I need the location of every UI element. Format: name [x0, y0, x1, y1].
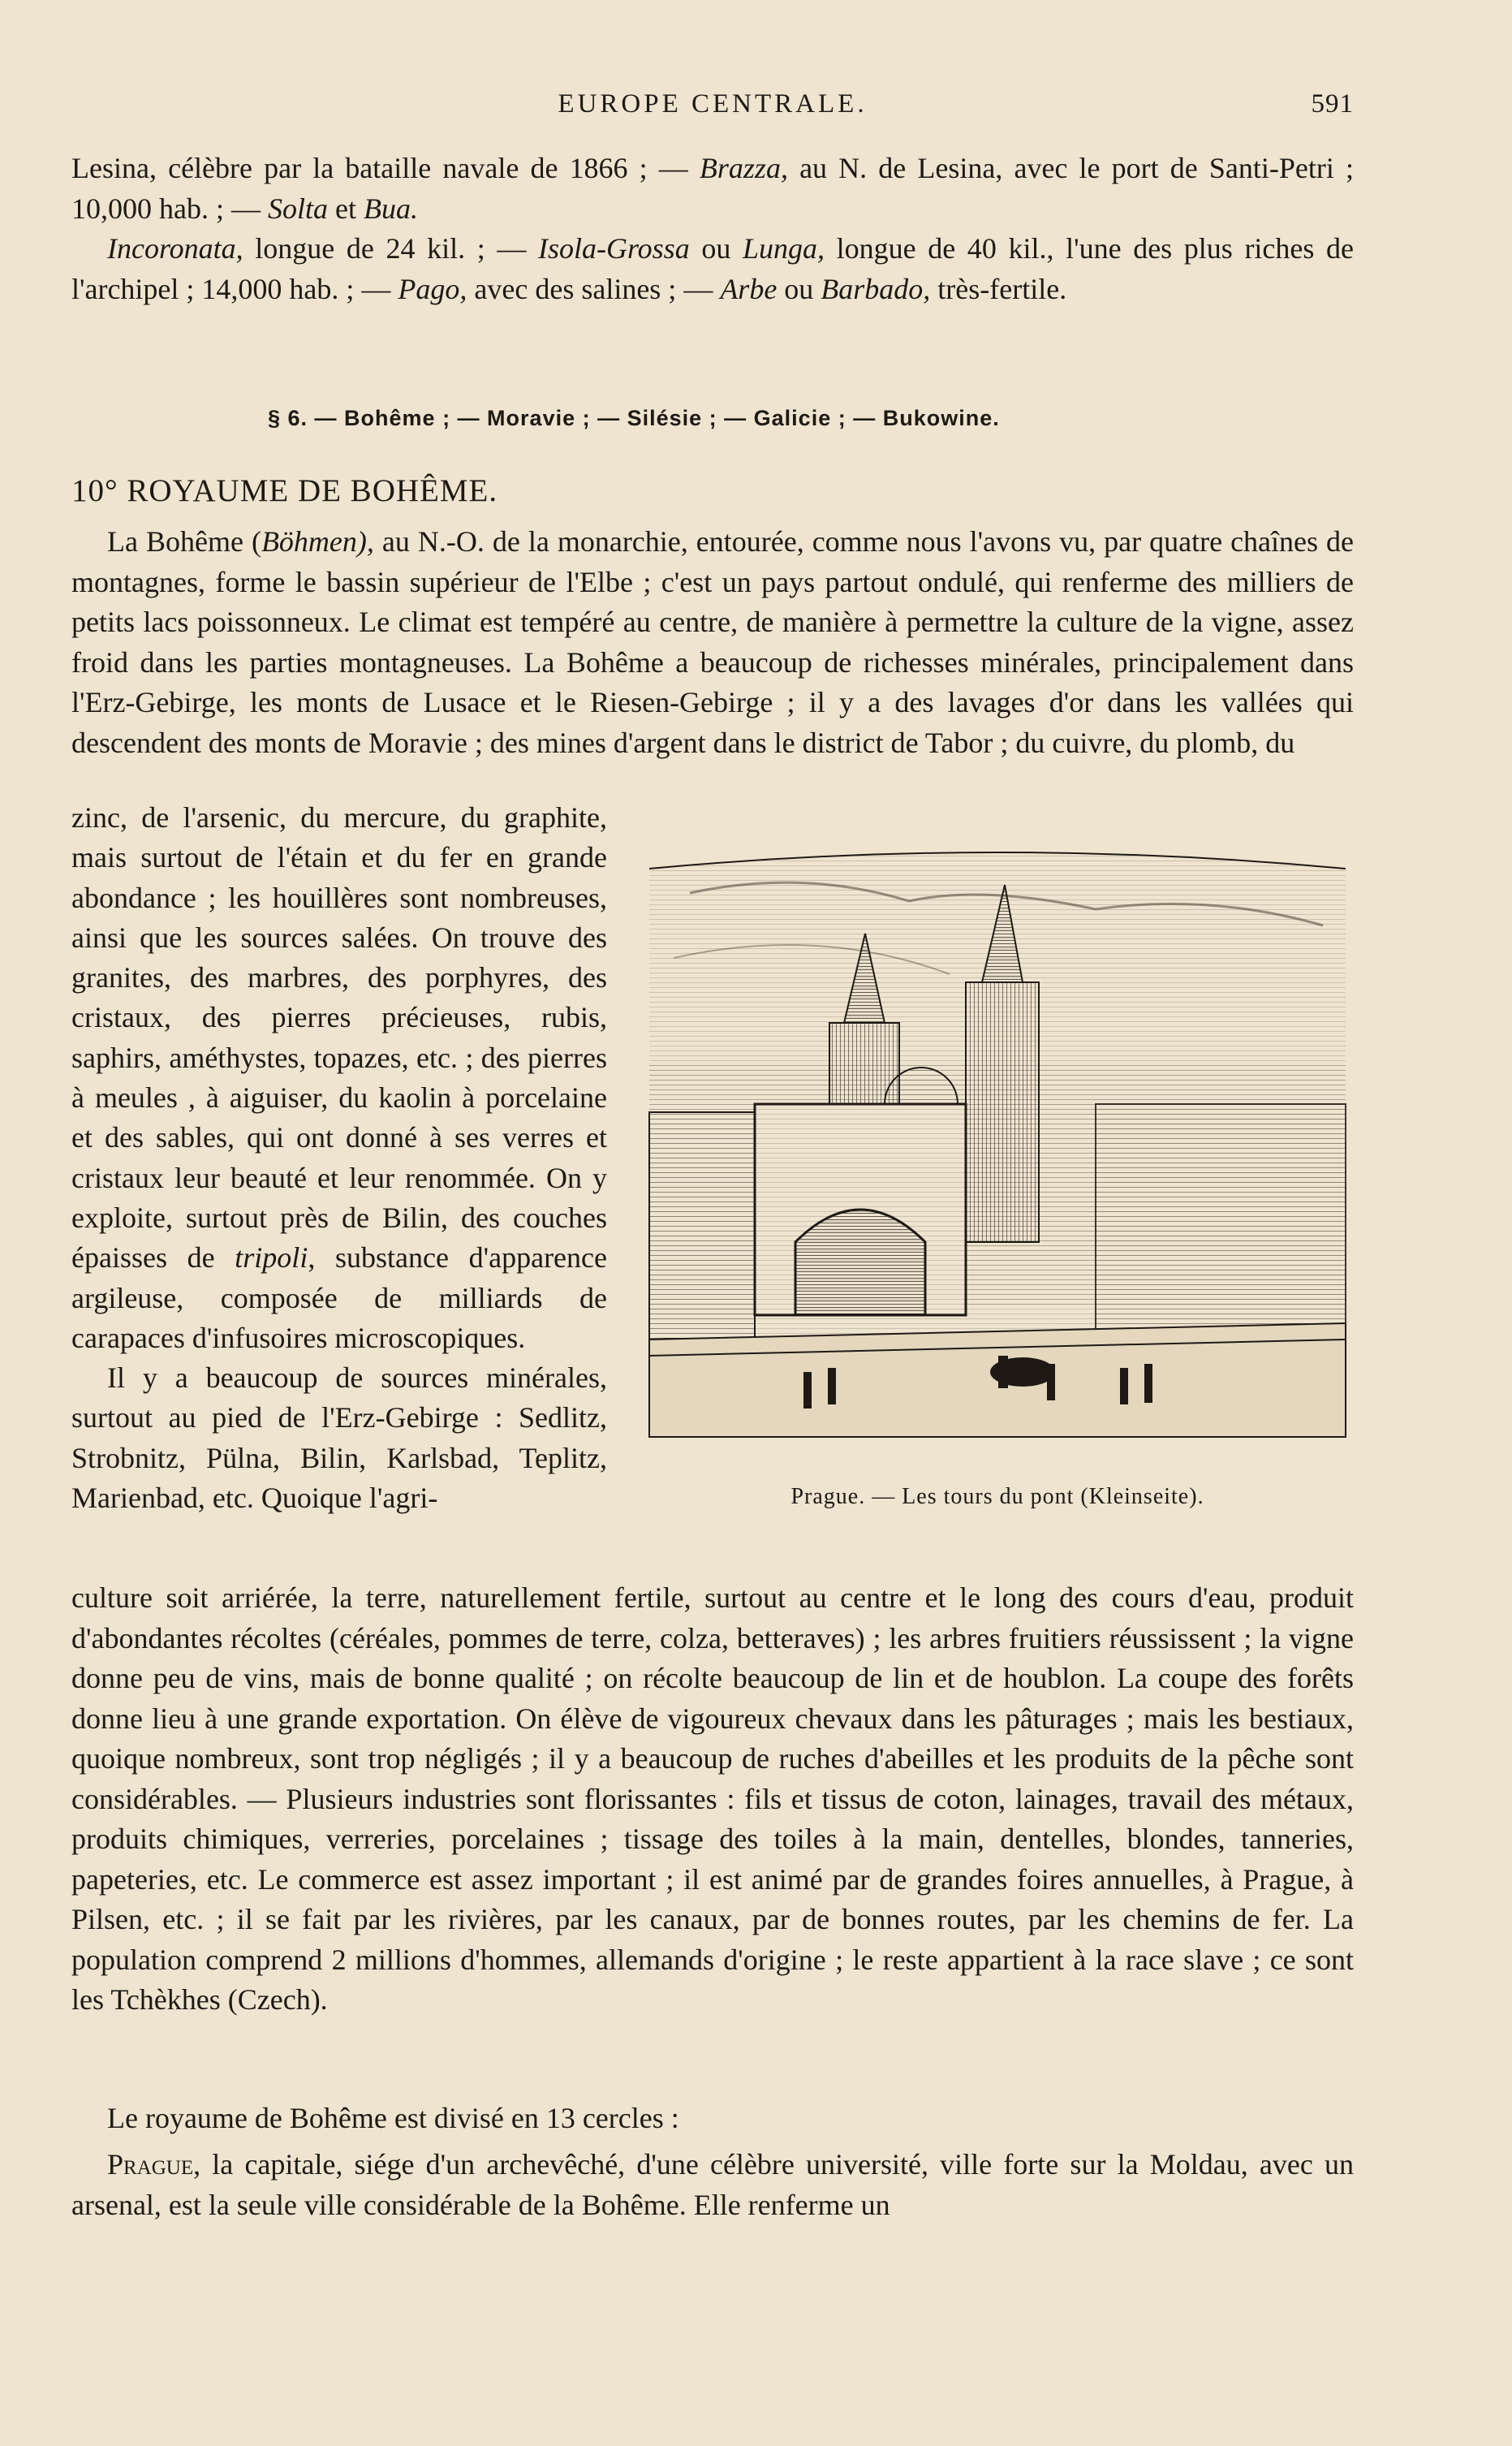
prague-bridge-towers-engraving: [641, 836, 1354, 1509]
bohemia-intro-paragraph: La Bohême (Böhmen), au N.-O. de la monarchie, entourée, comme nous l'avons vu, par quatre chaînes de montagnes, forme le bassin supérieur de l'Elbe ; c'est un pays partout ondulé, qui renferme des milliers de petits lacs poissonneux. Le climat est tempéré au centre, de manière à permettre la culture de la vigne, assez froid dans les parties montagneuses. La Bohême a beaucoup de richesses minérales, principalement dans l'Erz-Gebirge, les monts de Lusace et le Riesen-Gebirge ; il y a des lavages d'or dans les vallées qui descendent des monts de Moravie ; des mines d'argent dans le district de Tabor ; du cuivre, du plomb, du: [71, 525, 1354, 759]
minerals-column-text: zinc, de l'arsenic, du mercure, du graphite, mais surtout de l'étain et du fer en grande abondance ; les houillères sont nombreuses, ainsi que les sources salées. On trouve des granites, des marbres, des porphyres, des cristaux, des pierres précieuses, rubis, saphirs, améthystes, topazes, etc. ; des pierres à meules , à aiguiser, du kaolin à porcelaine et des sables, qui ont donné à ses verres et cristaux leur beauté et leur renommée. On y exploite, surtout près de Bilin, des couches épaisses de tripoli, substance d'apparence argileuse, composée de milliards de carapaces d'infusoires microscopiques. Il y a beaucoup de sources minérales, surtout au pied de l'Erz-Gebirge : Sedlitz, Strobnitz, Pülna, Bilin, Karlsbad, Teplitz, Marienbad, etc. Quoique l'agri-: [71, 801, 607, 1515]
figure-caption: Prague. — Les tours du pont (Kleinseite).: [790, 1484, 1204, 1509]
running-title: EUROPE CENTRALE.: [558, 89, 868, 119]
dalmatia-islands-paragraph: Lesina, célèbre par la bataille navale de 1866 ; — Brazza, au N. de Lesina, avec le port de Santi-Petri ; 10,000 hab. ; — Solta et Bua. Incoronata, longue de 24 kil. ; — Isola-Grossa ou Lunga, longue de 40 kil., l'une des plus riches de l'archipel ; 14,000 hab. ; — Pago, avec des salines ; — Arbe ou Barbado, très-fertile.: [71, 152, 1355, 305]
chapter-heading: 10° ROYAUME DE BOHÊME.: [71, 473, 498, 508]
running-header: [71, 89, 1354, 130]
page-number: 591: [1311, 89, 1354, 119]
cercles-line: Le royaume de Bohême est divisé en 13 cercles :: [107, 2102, 679, 2134]
agriculture-industry-paragraph: culture soit arriérée, la terre, naturellement fertile, surtout au centre et le long des cours d'eau, produit d'abondantes récoltes (céréales, pommes de terre, colza, betteraves) ; les arbres fruitiers réussissent ; la vigne donne peu de vins, mais de bonne qualité ; on récolte beaucoup de lin et de houblon. La coupe des forêts donne lieu à une grande exportation. On élève de vigoureux chevaux dans les pâturages ; mais les bestiaux, quoique nombreux, sont trop négligés ; il y a beaucoup de ruches d'abeilles et les produits de la pêche sont considérables. — Plusieurs industries sont florissantes : fils et tissus de coton, lainages, travail des métaux, produits chimiques, verreries, porcelaines ; tissage des toiles à la main, dentelles, blondes, tanneries, papeteries, etc. Le commerce est assez important ; il est animé par de grandes foires annuelles, à Prague, à Pilsen, etc. ; il se fait par les rivières, par les canaux, par de bonnes routes, par les chemins de fer. La population comprend 2 millions d'hommes, allemands d'origine ; le reste appartient à la race slave ; ce sont les Tchèkhes (Czech).: [71, 1581, 1354, 2016]
section-heading: § 6. — Bohême ; — Moravie ; — Silésie ; — Galicie ; — Bukowine.: [268, 406, 1000, 430]
engraving-image: [641, 836, 1354, 1465]
prague-paragraph: Prague, la capitale, siége d'un archevêché, d'une célèbre université, ville forte sur la Moldau, avec un arsenal, est la seule ville considérable de la Bohême. Elle renferme un: [71, 2148, 1354, 2221]
